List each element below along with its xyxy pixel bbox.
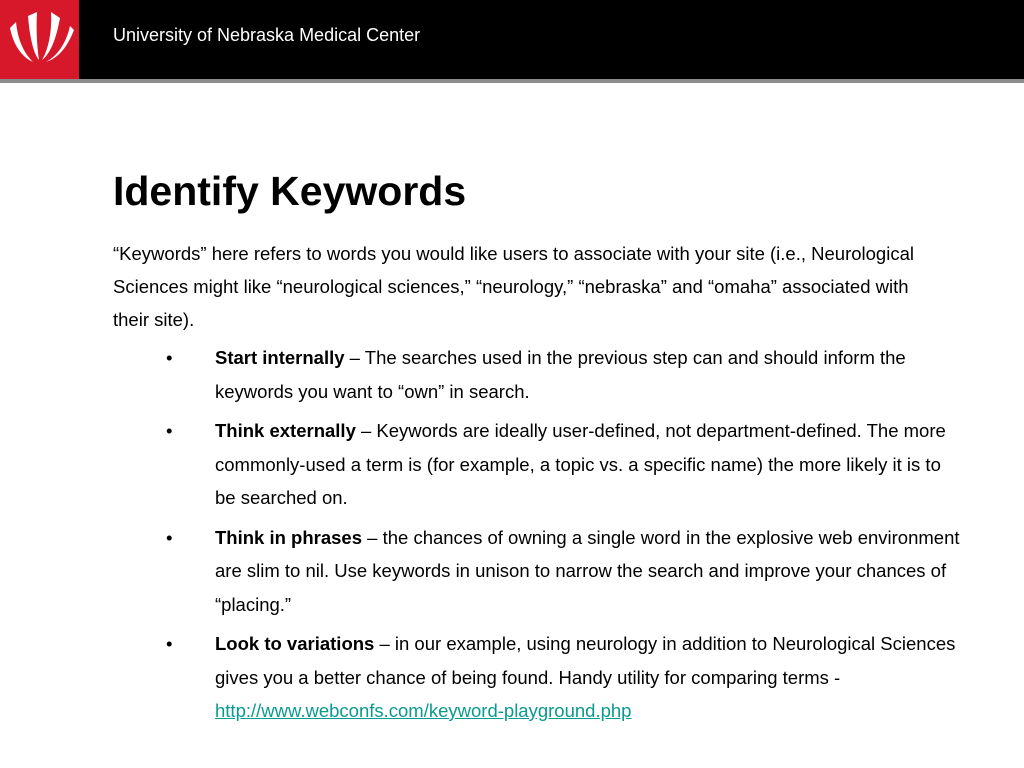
bullet-dot: •: [166, 420, 173, 441]
bullet-list: [113, 341, 963, 734]
list-item: [113, 341, 963, 408]
bullet-dot: •: [166, 526, 173, 548]
bullet-dot: •: [166, 633, 173, 654]
bullet-text: – Keywords are ideally user-defined, not department-defined. The more commonly-used a term is (for example, a topic vs. a specific name) the more likely it is to be searched on.: [215, 420, 946, 508]
slide-title: Identify Keywords: [113, 168, 467, 214]
header-divider: [0, 79, 1024, 83]
bullet-text: – in our example, using neurology in addition to Neurological Sciences gives you a better chance of being found. Handy utility for comparing terms -: [215, 633, 956, 688]
bullet-heading: Think in phrases: [215, 526, 363, 548]
bullet-heading: Look to variations: [215, 633, 375, 654]
header-bar: [0, 0, 1024, 79]
bullet-text: – The searches used in the previous step can and should inform the keywords you want to “own” in search.: [215, 347, 906, 402]
bullet-dot: •: [166, 347, 173, 368]
keyword-playground-link[interactable]: http://www.webconfs.com/keyword-playground.php: [215, 700, 632, 721]
list-item: [113, 521, 963, 622]
bullet-text: – the chances of owning a single word in the explosive web environment are slim to nil. Use keywords in unison to narrow the search and improve your chances of “placing.”: [215, 526, 960, 615]
bullet-heading: Start internally: [215, 347, 345, 368]
list-item: [113, 414, 963, 515]
intro-paragraph: “Keywords” here refers to words you would like users to associate with your site (i.e., Neurological Sciences might like “neurological sciences,” “neurology,” “nebraska” and “omaha” associated with their site).: [113, 243, 914, 330]
bullet-heading: Think externally: [215, 420, 356, 441]
org-name: University of Nebraska Medical Center: [113, 25, 421, 45]
list-item: [113, 627, 963, 728]
unmc-logo-icon: [0, 0, 79, 79]
